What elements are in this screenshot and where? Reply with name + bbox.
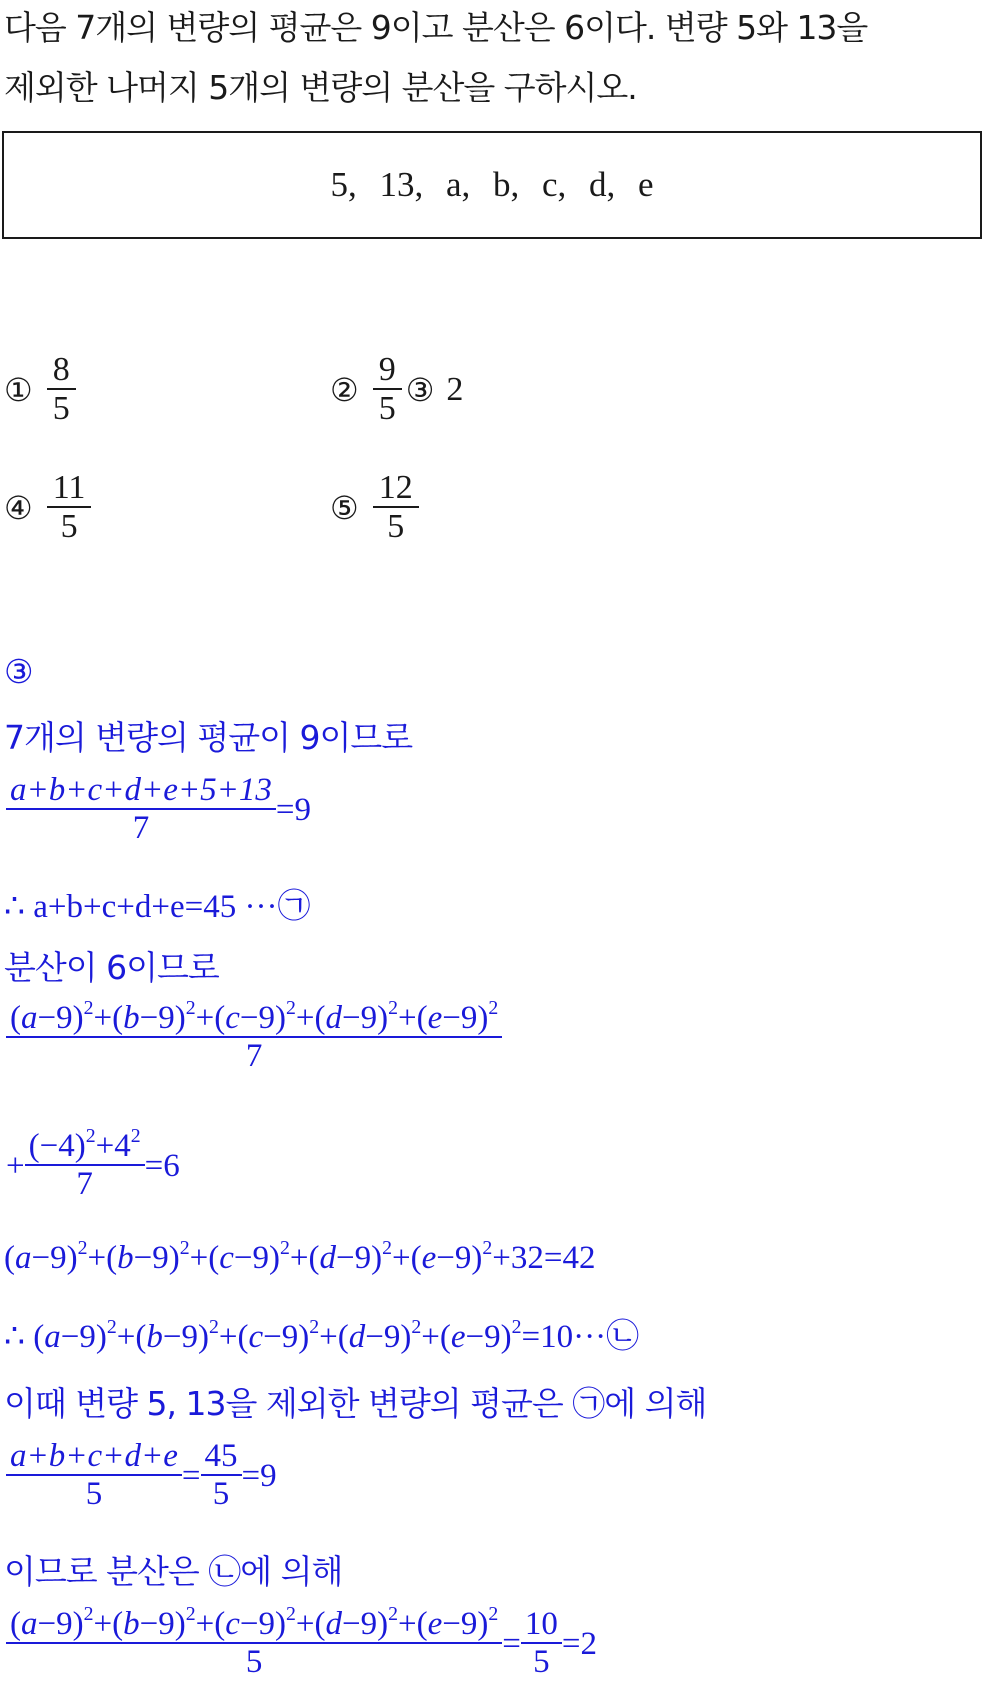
data-box xyxy=(2,131,982,239)
answer-number: ③ xyxy=(4,652,33,691)
choice-1-denominator: 5 xyxy=(47,388,76,427)
choice-2-denominator: 5 xyxy=(373,388,402,427)
variance-5-mid-numerator: 10 xyxy=(524,1606,558,1642)
variance-5-mid-denominator: 5 xyxy=(521,1642,562,1682)
solution-step-4: $(a-9)^2+(b-9)^2+(c-9)^2+(d-9)^2+(e-9)^2+32=42$ xyxy=(4,1237,596,1276)
mean-7-fraction xyxy=(6,772,276,848)
choice-4-numerator: 11 xyxy=(52,469,86,506)
equation-variance-rest: + $\frac{(-4)^2+4^2}{7}$ =6 xyxy=(6,1125,180,1203)
question-line-2: 제외한 나머지 5개의 변량의 분산을 구하시오. xyxy=(4,68,637,107)
mean-7-rhs: =9 xyxy=(275,791,312,828)
data-values: 5, 13, a, b, c, d, e xyxy=(330,165,654,204)
variance-5-fraction xyxy=(6,1603,502,1682)
solution-step-6: 이때 변량 5, 13을 제외한 변량의 평균은 ㉠에 의해 xyxy=(4,1384,707,1423)
solution-step-2: ∴ a+b+c+d+e=45 ···㉠ xyxy=(4,889,311,925)
equation-mean-7 xyxy=(6,772,311,848)
choice-4-fraction xyxy=(47,470,92,545)
choice-1-number: ① xyxy=(4,370,33,409)
mean-5-numerator: a+b+c+d+e xyxy=(10,1438,178,1474)
variance-5-rhs: =2 xyxy=(561,1625,597,1662)
choice-2[interactable] xyxy=(330,352,463,427)
choice-3-value: 2 xyxy=(446,370,464,408)
choice-2-number: ② xyxy=(330,370,359,409)
mean-7-denominator: 7 xyxy=(6,808,276,848)
mean-5-mid-denominator: 5 xyxy=(201,1474,242,1514)
choice-2-fraction xyxy=(373,352,402,427)
mean-5-denominator: 5 xyxy=(6,1474,182,1514)
choice-3-number[interactable]: ③ xyxy=(405,370,435,409)
solution-step-3: 분산이 6이므로 xyxy=(4,948,219,987)
choice-5-denominator: 5 xyxy=(373,506,419,545)
choice-1-numerator: 8 xyxy=(52,351,70,388)
variance-rest-rhs: =6 xyxy=(144,1147,180,1184)
variance-rest-fraction xyxy=(25,1125,145,1204)
variance-rest-numerator: $(-4)^2+4^2$ xyxy=(28,1125,141,1164)
choice-4-number: ④ xyxy=(4,488,33,527)
step-4-rhs: +32=42 xyxy=(492,1240,596,1276)
choice-5-fraction xyxy=(373,470,419,545)
step-5-rhs: =10···㉡ xyxy=(521,1319,640,1355)
mean-5-fraction xyxy=(6,1438,182,1514)
variance-5-numerator: $(a-9)^2+(b-9)^2+(c-9)^2+(d-9)^2+(e-9)^2$ xyxy=(10,1603,499,1642)
choice-5-number: ⑤ xyxy=(330,488,359,527)
variance-rest-denominator: 7 xyxy=(25,1164,145,1204)
variance-5-mid-fraction xyxy=(521,1606,562,1682)
choice-5[interactable] xyxy=(330,470,419,545)
equation-variance-5: $\frac{(a-9)^2+(b-9)^2+(c-9)^2+(d-9)^2+(e-9)^2}{5}$ = $\frac{10}{5}$ =2 xyxy=(6,1606,597,1682)
choice-1-fraction xyxy=(47,352,76,427)
equation-mean-5: $\frac{a+b+c+d+e}{5}$ = $\frac{45}{5}$ =9 xyxy=(6,1438,277,1514)
mean-5-mid-fraction xyxy=(201,1438,242,1514)
variance-sum-fraction xyxy=(6,997,502,1076)
choice-4[interactable] xyxy=(4,470,91,545)
question-line-1: 다음 7개의 변량의 평균은 9이고 분산은 6이다. 변량 5와 13을 xyxy=(4,8,868,47)
variance-5-denominator: 5 xyxy=(6,1642,502,1682)
mean-5-rhs: =9 xyxy=(241,1457,277,1494)
equation-variance-sum xyxy=(6,997,502,1076)
choice-5-numerator: 12 xyxy=(378,469,413,506)
mean-7-numerator: a+b+c+d+e+5+13 xyxy=(10,772,272,808)
choice-2-numerator: 9 xyxy=(378,351,396,388)
choice-4-denominator: 5 xyxy=(47,506,92,545)
solution-step-5: ∴ $(a-9)^2+(b-9)^2+(c-9)^2+(d-9)^2+(e-9)^2=10\cdot\cdot\cdot㉡$ xyxy=(4,1316,640,1355)
solution-step-7: 이므로 분산은 ㉡에 의해 xyxy=(4,1552,343,1591)
choice-1[interactable] xyxy=(4,352,76,427)
mean-5-mid-numerator: 45 xyxy=(204,1438,238,1474)
variance-sum-numerator: $(a-9)^2+(b-9)^2+(c-9)^2+(d-9)^2+(e-9)^2$ xyxy=(10,997,499,1036)
variance-sum-denominator: 7 xyxy=(6,1036,502,1076)
solution-step-1: 7개의 변량의 평균이 9이므로 xyxy=(4,718,413,757)
